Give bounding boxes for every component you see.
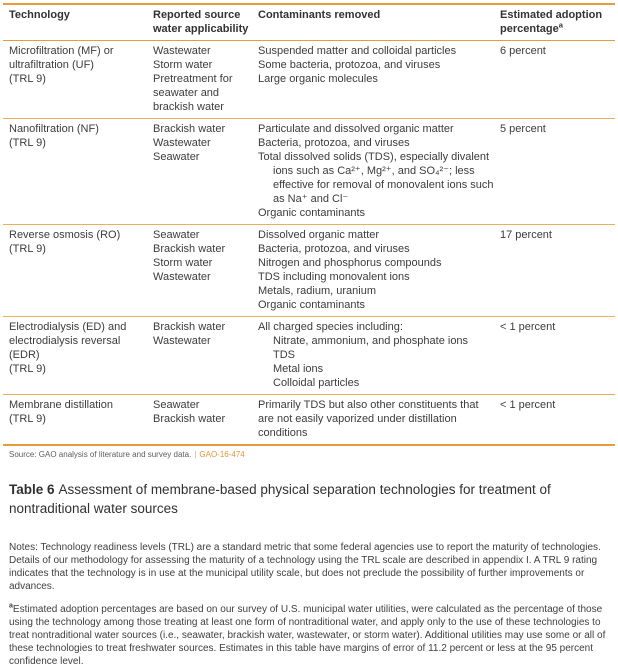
cell-technology xyxy=(3,225,153,260)
contaminant-item: Total dissolved solids (TDS), especially divalent ions such as Ca²⁺, Mg²⁺, and SO₄²⁻; less effective for removal of monovalent ions such as Na⁺ and Cl⁻ xyxy=(258,151,494,205)
cell-source-water xyxy=(153,225,258,288)
table-row xyxy=(3,394,615,444)
adoption-value: 5 percent xyxy=(500,123,546,135)
contaminant-item: Bacteria, protozoa, and viruses xyxy=(258,243,410,255)
source-water-item: Brackish water xyxy=(153,123,226,135)
cell-contaminants xyxy=(258,395,500,444)
source-water-item: Storm water xyxy=(153,257,213,269)
header-cell-contaminants xyxy=(258,5,500,26)
source-note xyxy=(3,446,615,459)
footnote-text: Estimated adoption percentages are based on our survey of U.S. municipal water utilities, were calculated as the percentage of those using the technology among those treating at least one form of nontraditional water, and apply only to the use of these technologies to treat nontraditional water sources (i.e., seawater, brackish water, wastewater, or storm water). Additional utilities may use some or all of these technologies to treat freshwater sources. Estimates in this table have margins of error of 11.2 percent or less at the 95 percent confidence level. xyxy=(9,604,606,667)
contaminant-item: Large organic molecules xyxy=(258,73,378,85)
source-note-text: Source: GAO analysis of literature and survey data. xyxy=(9,450,192,459)
contaminant-item: Organic contaminants xyxy=(258,207,365,219)
contaminant-item: Nitrogen and phosphorus compounds xyxy=(258,257,442,269)
source-water-item: Seawater xyxy=(153,399,200,411)
caption-label: Table 6 xyxy=(9,482,55,497)
footnote-marker: a xyxy=(9,602,13,610)
contaminant-item: Colloidal particles xyxy=(273,377,360,389)
table-row xyxy=(3,224,615,316)
source-water-item: Brackish water xyxy=(153,413,226,425)
table-row xyxy=(3,41,615,118)
source-water-item: Seawater xyxy=(153,229,200,241)
adoption-value: < 1 percent xyxy=(500,321,556,333)
cell-adoption xyxy=(500,395,615,416)
contaminant-item: TDS xyxy=(273,349,295,361)
cell-contaminants xyxy=(258,41,500,90)
header-source-label: Reported source water applicability xyxy=(153,9,249,35)
footnote-paragraph xyxy=(9,603,607,668)
technology-name: Nanofiltration (NF) xyxy=(9,123,99,135)
header-cell-source xyxy=(153,5,258,40)
source-water-item: Wastewater xyxy=(153,271,211,283)
source-water-item: Wastewater xyxy=(153,45,211,57)
contaminant-item: Dissolved organic matter xyxy=(258,229,380,241)
cell-adoption xyxy=(500,41,615,62)
cell-adoption xyxy=(500,225,615,246)
cell-technology xyxy=(3,41,153,90)
cell-source-water xyxy=(153,395,258,430)
contaminant-item: Organic contaminants xyxy=(258,299,365,311)
technology-name: Electrodialysis (ED) and electrodialysis reversal (EDR) xyxy=(9,321,127,361)
technology-trl: (TRL 9) xyxy=(9,243,46,255)
header-cell-technology xyxy=(3,5,153,26)
adoption-value: < 1 percent xyxy=(500,399,556,411)
contaminant-item: Some bacteria, protozoa, and viruses xyxy=(258,59,441,71)
technology-trl: (TRL 9) xyxy=(9,363,46,375)
cell-source-water xyxy=(153,317,258,352)
technology-trl: (TRL 9) xyxy=(9,73,46,85)
cell-source-water xyxy=(153,119,258,168)
technology-table xyxy=(3,3,615,446)
contaminant-item: Suspended matter and colloidal particles xyxy=(258,45,457,57)
technology-name: Reverse osmosis (RO) xyxy=(9,229,121,241)
source-separator: | xyxy=(194,450,197,459)
contaminant-item: Primarily TDS but also other constituents that are not easily vaporized under distillation conditions xyxy=(258,399,479,439)
contaminant-item: Particulate and dissolved organic matter xyxy=(258,123,454,135)
header-adoption-footnote-marker: a xyxy=(558,20,563,30)
contaminant-item: Nitrate, ammonium, and phosphate ions xyxy=(273,335,469,347)
header-technology-label: Technology xyxy=(9,9,70,21)
table-header-row xyxy=(3,5,615,41)
caption-text: Assessment of membrane-based physical separation technologies for treatment of nontraditional water sources xyxy=(9,482,551,516)
contaminant-item: TDS including monovalent ions xyxy=(258,271,410,283)
header-cell-adoption xyxy=(500,5,615,40)
header-adoption-label: Estimated adoption percentage xyxy=(500,9,603,35)
contaminant-item: Metal ions xyxy=(273,363,324,375)
notes-paragraph: Notes: Technology readiness levels (TRL) are a standard metric that some federal agencies use to report the maturity of technologies. Details of our methodology for assessing the maturity of a technology using the TRL scale are described in appendix I. A TRL 9 rating indicates that the technology is in use at the municipal utility scale, but does not preclude the possibility of further improvements or advances. xyxy=(9,542,601,592)
cell-technology xyxy=(3,395,153,430)
technology-name: Microfiltration (MF) or ultrafiltration (UF) xyxy=(9,45,114,71)
cell-source-water xyxy=(153,41,258,118)
cell-adoption xyxy=(500,119,615,140)
table-row xyxy=(3,316,615,394)
cell-adoption xyxy=(500,317,615,338)
adoption-value: 6 percent xyxy=(500,45,546,57)
contaminant-item: All charged species including: xyxy=(258,321,403,333)
source-water-item: Seawater xyxy=(153,151,200,163)
cell-technology xyxy=(3,317,153,380)
header-contaminants-label: Contaminants removed xyxy=(258,9,381,21)
source-water-item: Wastewater xyxy=(153,335,211,347)
contaminant-item: Bacteria, protozoa, and viruses xyxy=(258,137,410,149)
report-number-link[interactable]: GAO-16-474 xyxy=(199,450,245,459)
source-water-item: Brackish water xyxy=(153,243,226,255)
source-water-item: Pretreatment for seawater and brackish water xyxy=(153,73,233,113)
source-water-item: Wastewater xyxy=(153,137,211,149)
technology-trl: (TRL 9) xyxy=(9,137,46,149)
technology-trl: (TRL 9) xyxy=(9,413,46,425)
contaminant-item: Metals, radium, uranium xyxy=(258,285,376,297)
cell-contaminants xyxy=(258,317,500,394)
source-water-item: Brackish water xyxy=(153,321,226,333)
cell-contaminants xyxy=(258,119,500,224)
source-water-item: Storm water xyxy=(153,59,213,71)
cell-contaminants xyxy=(258,225,500,316)
table-caption xyxy=(9,480,605,518)
adoption-value: 17 percent xyxy=(500,229,552,241)
table-row xyxy=(3,118,615,224)
cell-technology xyxy=(3,119,153,154)
technology-name: Membrane distillation xyxy=(9,399,113,411)
